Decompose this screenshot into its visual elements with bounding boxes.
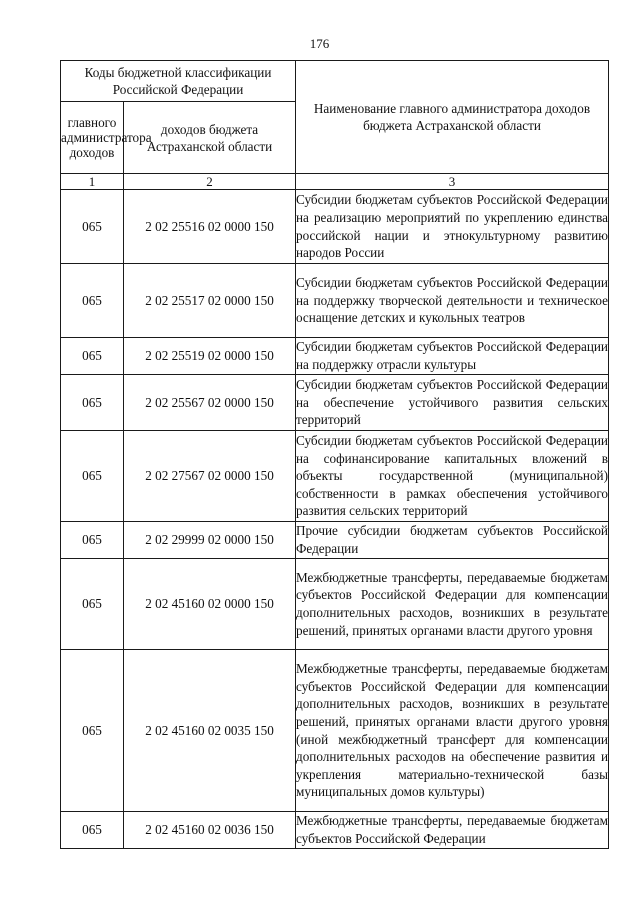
name-cell: Субсидии бюджетам субъектов Российской Федерации на софинансирование капитальных вложений в объекты государственной (муниципальной) собственности в рамках обеспечения устойчивого развития сельских территорий xyxy=(296,431,609,522)
budget-code-cell: 2 02 45160 02 0036 150 xyxy=(124,812,296,849)
admin-code-cell: 065 xyxy=(61,650,124,812)
admin-code-cell: 065 xyxy=(61,190,124,264)
header-administrator-name: Наименование главного администратора доходов бюджета Астраханской области xyxy=(296,61,609,174)
column-number-row xyxy=(61,174,609,190)
column-number: 1 xyxy=(61,174,124,190)
admin-code-cell: 065 xyxy=(61,522,124,559)
header-main-administrator: главного администратора доходов xyxy=(61,102,124,174)
budget-classification-table xyxy=(60,60,609,849)
name-cell: Прочие субсидии бюджетам субъектов Российской Федерации xyxy=(296,522,609,559)
name-cell: Субсидии бюджетам субъектов Российской Федерации на поддержку отрасли культуры xyxy=(296,338,609,375)
name-cell: Межбюджетные трансферты, передаваемые бюджетам субъектов Российской Федерации для компенсации дополнительных расходов, возникших в результате решений, принятых органами власти другого уровня (иной межбюджетный трансферт для компенсации дополнительных расходов на обеспечение развития и укрепления материально-технической базы муниципальных домов культуры) xyxy=(296,650,609,812)
budget-code-cell: 2 02 25519 02 0000 150 xyxy=(124,338,296,375)
budget-code-cell: 2 02 45160 02 0035 150 xyxy=(124,650,296,812)
table-row xyxy=(61,190,609,264)
table-row xyxy=(61,650,609,812)
admin-code-cell: 065 xyxy=(61,338,124,375)
header-classification-codes: Коды бюджетной классификации Российской Федерации xyxy=(61,61,296,102)
budget-code-cell: 2 02 25516 02 0000 150 xyxy=(124,190,296,264)
name-cell: Субсидии бюджетам субъектов Российской Федерации на обеспечение устойчивого развития сельских территорий xyxy=(296,375,609,431)
admin-code-cell: 065 xyxy=(61,375,124,431)
budget-code-cell: 2 02 29999 02 0000 150 xyxy=(124,522,296,559)
name-cell: Межбюджетные трансферты, передаваемые бюджетам субъектов Российской Федерации для компенсации дополнительных расходов, возникших в результате решений, принятых органами власти другого уровня xyxy=(296,559,609,650)
table-row xyxy=(61,375,609,431)
column-number: 3 xyxy=(296,174,609,190)
budget-code-cell: 2 02 25567 02 0000 150 xyxy=(124,375,296,431)
admin-code-cell: 065 xyxy=(61,559,124,650)
name-cell: Межбюджетные трансферты, передаваемые бюджетам субъектов Российской Федерации xyxy=(296,812,609,849)
header-budget-income: доходов бюджета Астраханской области xyxy=(124,102,296,174)
table-row xyxy=(61,264,609,338)
name-cell: Субсидии бюджетам субъектов Российской Федерации на поддержку творческой деятельности и техническое оснащение детских и кукольных театров xyxy=(296,264,609,338)
budget-code-cell: 2 02 25517 02 0000 150 xyxy=(124,264,296,338)
column-number: 2 xyxy=(124,174,296,190)
budget-code-cell: 2 02 45160 02 0000 150 xyxy=(124,559,296,650)
page-number: 176 xyxy=(309,36,330,51)
header-row-1 xyxy=(61,61,609,102)
table-row xyxy=(61,522,609,559)
table-row xyxy=(61,559,609,650)
table-row xyxy=(61,812,609,849)
budget-code-cell: 2 02 27567 02 0000 150 xyxy=(124,431,296,522)
admin-code-cell: 065 xyxy=(61,264,124,338)
name-cell: Субсидии бюджетам субъектов Российской Федерации на реализацию мероприятий по укреплению единства российской нации и этнокультурному развитию народов России xyxy=(296,190,609,264)
admin-code-cell: 065 xyxy=(61,812,124,849)
table-row xyxy=(61,338,609,375)
admin-code-cell: 065 xyxy=(61,431,124,522)
table-row xyxy=(61,431,609,522)
